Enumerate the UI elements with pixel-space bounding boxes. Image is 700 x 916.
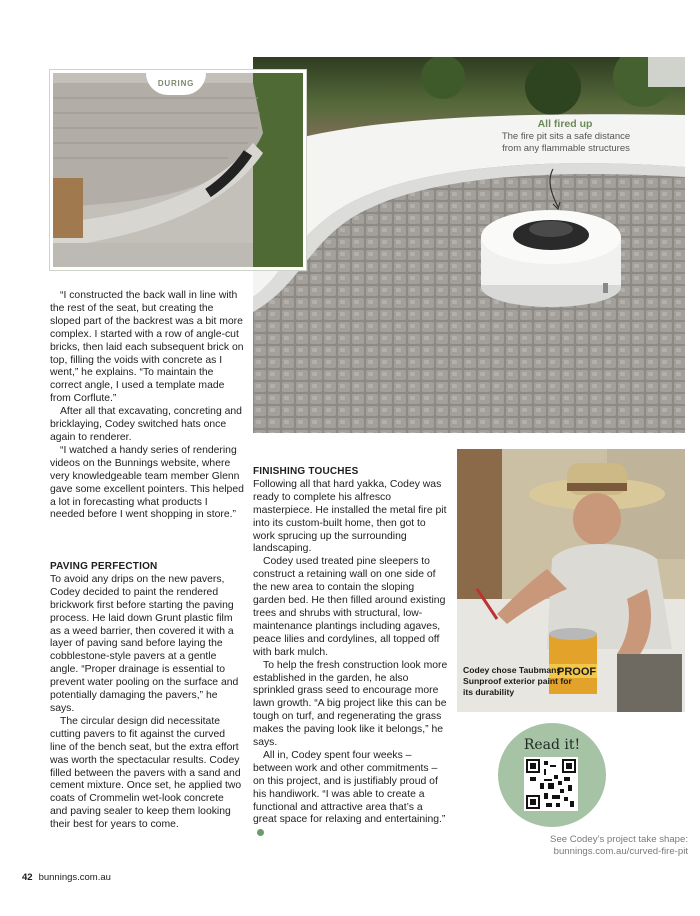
- page-number: 42: [22, 872, 33, 883]
- during-label: DURING: [146, 73, 206, 95]
- section-heading: PAVING PERFECTION: [50, 561, 158, 572]
- paint-can-label: PROOF: [557, 666, 597, 678]
- page-footer: [22, 872, 111, 883]
- body-paragraph: “I watched a handy series of rendering videos on the Bunnings website, where very knowledgeable team member Glenn gave some excellent pointers. This helped a lot in forecasting what products I needed before I went shopping in store.”: [50, 444, 244, 521]
- body-paragraph: To help the fresh construction look more established in the garden, he also sprinkled grass seed to encourage more lawn growth. “A big project like this can be tough on turf, and regenerating the grass makes the paving look like it belongs,” he says.: [253, 659, 448, 749]
- body-paragraph: Codey used treated pine sleepers to construct a retaining wall on one side of the new area to contain the sloping garden bed. He then filled around existing trees and shrubs with structural, low-maintenance plantings including agaves, peace lilies and cordylines, all topped off with bark mulch.: [253, 556, 446, 658]
- section-heading: FINISHING TOUCHES: [253, 466, 359, 477]
- read-it-line1: See Codey’s project take shape:: [550, 834, 688, 845]
- body-paragraph: After all that excavating, concreting and bricklaying, Codey switched hats once again to renderer.: [50, 406, 242, 443]
- body-paragraph: “I constructed the back wall in line with the rest of the seat, but creating the sloped part of the backrest was a bit more complex. I started with a row of angle-cut bricks, then laid each subsequent brick on top, filling the voids with concrete as I went,” he explains. “To maintain the correct angle, I used a template made from Corflute.”: [50, 290, 244, 405]
- end-mark-icon: [257, 829, 264, 836]
- section-paving: [50, 561, 244, 832]
- read-it-title: Read it!: [523, 737, 581, 753]
- body-paragraph: The circular design did necessitate cutting pavers to fit against the curved line of the bench seat, but the extra effort was worth the spectacular results. Codey filled between the pavers with a sand and cement mixture. Once set, he applied two coats of Crommelin wet-look concrete and paving sealer to keep them looking their best for years to come.: [50, 715, 242, 831]
- during-photo: [50, 70, 306, 270]
- read-it-link[interactable]: [458, 834, 688, 858]
- fire-pit-illustration: [253, 57, 685, 433]
- qr-code-icon[interactable]: [524, 757, 578, 811]
- closing-paragraph: All in, Codey spent four weeks – between work and other commitments – on this project, and is justifiably proud of his handiwork. “I was able to create a functional and attractive area that’s a great space for relaxing and entertaining.”: [253, 749, 446, 826]
- body-paragraph: [253, 750, 449, 840]
- caption-title: All fired up: [537, 118, 593, 130]
- body-paragraph: To avoid any drips on the new pavers, Codey decided to paint the rendered brickwork first before starting the paving process. He laid down Grunt plastic film as a weed barrier, then covered it with a layer of paving sand before laying the cobblestone-style pavers at a gentle angle. “Proper drainage is essential to prevent water pooling on the surface and potentially damaging the pavers,” he says.: [50, 573, 239, 714]
- section-finishing: [253, 466, 449, 840]
- brick-wall-illustration: [53, 73, 303, 267]
- body-paragraph: Following all that hard yakka, Codey was ready to complete his alfresco masterpiece. He installed the metal fire pit into its custom-built home, then got to work sprucing up the surrounding landscaping.: [253, 478, 447, 555]
- footer-site: bunnings.com.au: [38, 872, 111, 883]
- body-column-1: [50, 290, 244, 522]
- worker-caption: Codey chose Taubmans Sunproof exterior paint for its durability: [463, 665, 572, 697]
- caption-body: The fire pit sits a safe distance from any flammable structures: [501, 131, 631, 154]
- read-it-url[interactable]: bunnings.com.au/curved-fire-pit: [553, 846, 688, 857]
- fire-pit-photo: [253, 57, 685, 433]
